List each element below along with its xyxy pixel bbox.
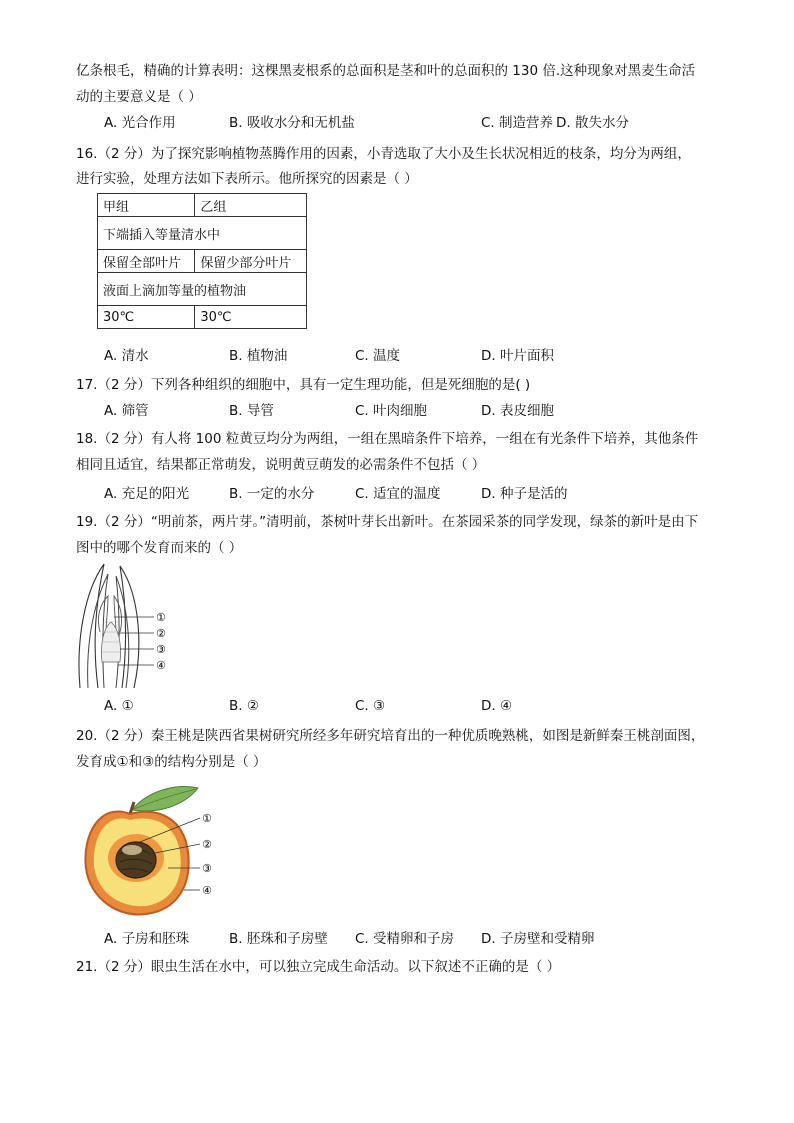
- peach-diagram: [80, 780, 220, 920]
- q19-option-b: B. ②: [229, 698, 259, 714]
- q16-option-d: D. 叶片面积: [481, 348, 554, 364]
- q16-stem-line1: 16.（2 分）为了探究影响植物蒸腾作用的因素，小青选取了大小及生长状况相近的枝条，均分为两组，: [76, 146, 691, 162]
- table-cell-temp-b: 30℃: [195, 306, 307, 329]
- table-header-group-a: 甲组: [98, 194, 195, 217]
- q15-option-b: B. 吸收水分和无机盐: [229, 115, 355, 131]
- bud-label-3: ③: [156, 643, 166, 656]
- q16-stem-line2: 进行实验，处理方法如下表所示。他所探究的因素是（ ）: [76, 171, 418, 187]
- q21-stem: 21.（2 分）眼虫生活在水中，可以独立完成生命活动。以下叙述不正确的是（ ）: [76, 959, 561, 975]
- q16-option-c: C. 温度: [355, 348, 401, 364]
- q16-option-a: A. 清水: [104, 348, 149, 364]
- q18-option-c: C. 适宜的温度: [355, 486, 441, 502]
- q20-stem-line1: 20.（2 分）秦王桃是陕西省果树研究所经多年研究培育出的一种优质晚熟桃，如图是新鲜秦王桃剖面图，: [76, 728, 705, 744]
- q19-option-d: D. ④: [481, 698, 513, 714]
- q17-option-a: A. 筛管: [104, 403, 149, 419]
- table-row-oil: 液面上滴加等量的植物油: [98, 273, 307, 306]
- experiment-table: [97, 193, 307, 329]
- peach-label-1: ①: [202, 812, 212, 825]
- q19-option-a: A. ①: [104, 698, 134, 714]
- q18-stem-line2: 相同且适宜，结果都正常萌发，说明黄豆萌发的必需条件不包括（ ）: [76, 457, 486, 473]
- q19-stem-line2: 图中的哪个发育而来的（ ）: [76, 540, 243, 556]
- bud-label-2: ②: [156, 627, 166, 640]
- q20-option-c: C. 受精卵和子房: [355, 931, 455, 947]
- q17-option-d: D. 表皮细胞: [481, 403, 554, 419]
- q17-stem: 17.（2 分）下列各种组织的细胞中，具有一定生理功能，但是死细胞的是( ): [76, 377, 531, 393]
- table-cell-all-leaves: 保留全部叶片: [98, 250, 195, 273]
- table-row-water: 下端插入等量清水中: [98, 217, 307, 250]
- peach-label-3: ③: [202, 862, 212, 875]
- q15-option-c: C. 制造营养: [481, 115, 554, 131]
- peach-label-2: ②: [202, 838, 212, 851]
- q17-option-c: C. 叶肉细胞: [355, 403, 428, 419]
- peach-label-4: ④: [202, 884, 212, 897]
- q18-option-b: B. 一定的水分: [229, 486, 315, 502]
- bud-diagram: [74, 562, 174, 690]
- q20-option-d: D. 子房壁和受精卵: [481, 931, 595, 947]
- q15-text-line2: 动的主要意义是（ ）: [76, 89, 202, 105]
- q20-option-a: A. 子房和胚珠: [104, 931, 190, 947]
- q20-stem-line2: 发育成①和③的结构分别是（ ）: [76, 754, 267, 770]
- q18-stem-line1: 18.（2 分）有人将 100 粒黄豆均分为两组，一组在黑暗条件下培养，一组在有光条件下培养，其他条件: [76, 431, 699, 447]
- bud-label-1: ①: [156, 611, 166, 624]
- q16-option-b: B. 植物油: [229, 348, 288, 364]
- table-cell-temp-a: 30℃: [98, 306, 195, 329]
- table-cell-few-leaves: 保留少部分叶片: [195, 250, 307, 273]
- q15-option-a: A. 光合作用: [104, 115, 176, 131]
- bud-label-4: ④: [156, 659, 166, 672]
- q20-option-b: B. 胚珠和子房壁: [229, 931, 328, 947]
- q18-option-d: D. 种子是活的: [481, 486, 568, 502]
- q18-option-a: A. 充足的阳光: [104, 486, 190, 502]
- q15-text-line1: 亿条根毛，精确的计算表明：这棵黑麦根系的总面积是茎和叶的总面积的 130 倍.这种现象对黑麦生命活: [76, 63, 696, 79]
- q17-option-b: B. 导管: [229, 403, 274, 419]
- table-header-group-b: 乙组: [195, 194, 307, 217]
- q15-option-d: D. 散失水分: [556, 115, 629, 131]
- q19-option-c: C. ③: [355, 698, 386, 714]
- q19-stem-line1: 19.（2 分）“明前茶，两片芽。”清明前，茶树叶芽长出新叶。在茶园采茶的同学发现，绿茶的新叶是由下: [76, 514, 699, 530]
